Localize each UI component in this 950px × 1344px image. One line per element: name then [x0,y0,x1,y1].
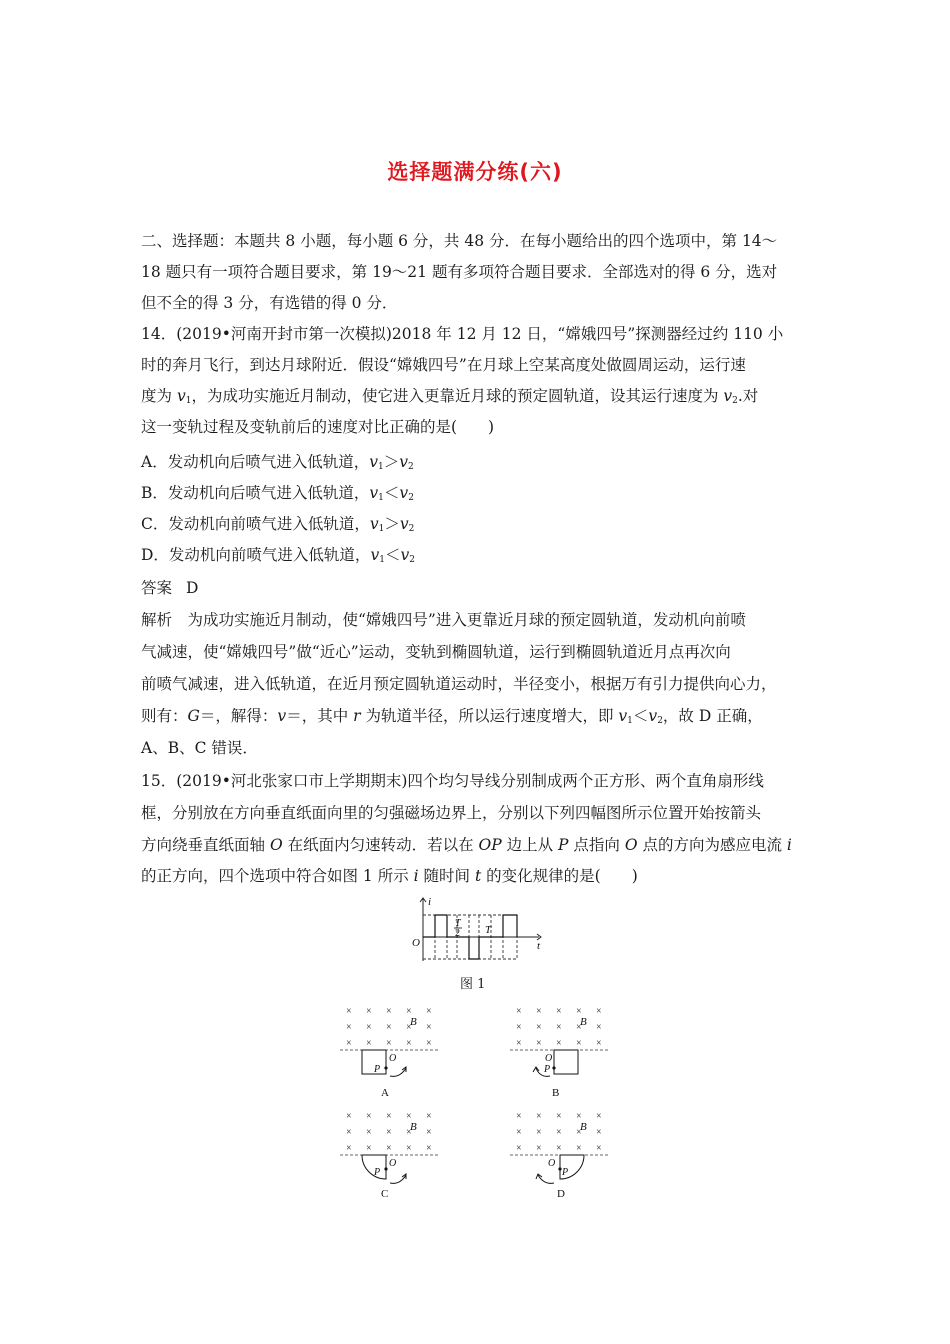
svg-text:×: × [516,1006,522,1017]
svg-text:×: × [596,1143,602,1154]
svg-text:×: × [386,1022,392,1033]
origin-label: O [412,937,420,949]
axis-label-i: i [428,896,432,908]
svg-text:×: × [426,1143,432,1154]
svg-text:×: × [386,1143,392,1154]
svg-text:×: × [536,1038,542,1049]
tick-T-half-num: T [455,918,461,929]
q14-stem-2: 时的奔月飞行，到达月球附近．假设“嫦娥四号”在月球上空某高度处做圆周运动，运行速 [141,356,746,374]
panel-b-label-o: O [545,1053,553,1064]
svg-text:×: × [346,1022,352,1033]
panel-c-label-p: P [374,1167,381,1178]
svg-text:×: × [516,1038,522,1049]
tick-T-half-den: 2 [455,928,460,939]
svg-text:×: × [596,1038,602,1049]
svg-text:×: × [536,1022,542,1033]
svg-text:×: × [346,1111,352,1122]
panel-b-label-p: P [544,1064,551,1075]
q14-analysis-4: 则有：G＝，解得：v＝，其中 r 为轨道半径，所以运行速度增大，即 $v_1<v_2$，故 D 正确， [141,707,763,726]
svg-text:×: × [536,1006,542,1017]
panel-d-label-p: P [562,1167,569,1178]
svg-text:×: × [406,1022,412,1033]
q15-stem-1: 15．(2019•河北张家口市上学期期末)四个均匀导线分别制成两个正方形、两个直角扇形线 [141,772,764,790]
figure-1-caption: 图 1 [460,977,486,992]
q14-option-a[interactable]: A．发动机向后喷气进入低轨道，$v_1>v_2$ [141,453,414,472]
panel-b-field-label: B [580,1016,587,1028]
svg-text:×: × [346,1006,352,1017]
svg-text:×: × [406,1006,412,1017]
panel-a-label-o: O [389,1053,397,1064]
svg-text:×: × [386,1127,392,1138]
svg-text:×: × [556,1111,562,1122]
panel-d[interactable] [508,1105,613,1205]
svg-text:×: × [576,1111,582,1122]
svg-text:×: × [596,1022,602,1033]
panel-b-caption: B [552,1087,560,1099]
svg-text:×: × [386,1006,392,1017]
svg-text:×: × [366,1143,372,1154]
svg-text:×: × [386,1111,392,1122]
q15-stem-4: 的正方向，四个选项中符合如图 1 所示 i 随时间 t 的变化规律的是( ) [141,867,638,885]
svg-text:×: × [556,1006,562,1017]
svg-text:×: × [536,1127,542,1138]
svg-text:×: × [406,1038,412,1049]
panel-b[interactable] [508,1000,613,1100]
svg-text:×: × [576,1127,582,1138]
svg-text:×: × [596,1006,602,1017]
svg-text:×: × [536,1143,542,1154]
svg-text:×: × [556,1038,562,1049]
intro-line-1: 二、选择题：本题共 8 小题，每小题 6 分，共 48 分．在每小题给出的四个选项中，第 14～ [141,232,778,250]
intro-line-3: 但不全的得 3 分，有选错的得 0 分． [141,294,398,312]
panel-a[interactable] [338,1000,443,1100]
svg-text:×: × [366,1022,372,1033]
q14-option-b[interactable]: B．发动机向后喷气进入低轨道，$v_1<v_2$ [141,484,414,503]
svg-text:×: × [366,1006,372,1017]
svg-text:×: × [576,1022,582,1033]
svg-text:×: × [406,1111,412,1122]
panel-d-caption: D [557,1188,565,1200]
svg-text:×: × [576,1006,582,1017]
svg-text:×: × [346,1143,352,1154]
svg-text:×: × [426,1022,432,1033]
q15-stem-3: 方向绕垂直纸面轴 O 在纸面内匀速转动．若以在 OP 边上从 P 点指向 O 点的方向为感应电流 i [141,836,792,854]
panel-a-label-p: P [374,1064,381,1075]
q14-analysis-1: 解析 为成功实施近月制动，使“嫦娥四号”进入更靠近月球的预定圆轨道，发动机向前喷 [141,611,746,629]
svg-text:×: × [426,1038,432,1049]
svg-text:×: × [596,1127,602,1138]
page-title: 选择题满分练(六) [387,160,563,184]
svg-text:×: × [346,1127,352,1138]
q15-stem-2: 框，分别放在方向垂直纸面向里的匀强磁场边界上，分别以下列四幅图所示位置开始按箭头 [141,804,762,822]
svg-text:×: × [576,1143,582,1154]
q14-analysis-2: 气减速，使“嫦娥四号”做“近心”运动，变轨到椭圆轨道，运行到椭圆轨道近月点再次向 [141,643,731,661]
svg-text:×: × [516,1127,522,1138]
svg-text:×: × [556,1127,562,1138]
figure-1-graph [405,895,545,965]
panel-a-caption: A [381,1087,389,1099]
q14-option-d[interactable]: D．发动机向前喷气进入低轨道，$v_1<v_2$ [141,546,415,565]
svg-text:×: × [576,1038,582,1049]
svg-text:×: × [406,1143,412,1154]
q14-analysis-5: A、B、C 错误． [141,739,258,757]
svg-text:×: × [366,1111,372,1122]
svg-text:×: × [536,1111,542,1122]
panel-a-field-label: B [410,1016,417,1028]
svg-text:×: × [516,1143,522,1154]
q14-option-c[interactable]: C．发动机向前喷气进入低轨道，$v_1>v_2$ [141,515,415,534]
svg-text:×: × [346,1038,352,1049]
svg-text:×: × [426,1111,432,1122]
axis-label-t: t [537,940,541,952]
svg-text:×: × [556,1022,562,1033]
svg-text:×: × [516,1111,522,1122]
q14-analysis-3: 前喷气减速，进入低轨道，在近月预定圆轨道运动时，半径变小，根据万有引力提供向心力， [141,675,777,693]
panel-d-label-o: O [548,1158,556,1169]
svg-text:×: × [516,1022,522,1033]
panel-c-field-label: B [410,1121,417,1133]
q14-stem-4: 这一变轨过程及变轨前后的速度对比正确的是( ) [141,418,495,436]
svg-text:×: × [426,1127,432,1138]
svg-text:×: × [426,1006,432,1017]
q14-stem-1: 14．(2019•河南开封市第一次模拟)2018 年 12 月 12 日，“嫦娥四号”探测器经过约 110 小 [141,325,784,343]
q14-stem-3: 度为 $v_1$，为成功实施近月制动，使它进入更靠近月球的预定圆轨道，设其运行速度为 $v_2$.对 [141,387,759,406]
svg-text:×: × [386,1038,392,1049]
panel-c-caption: C [381,1188,389,1200]
q14-answer: 答案 D [141,579,199,597]
tick-T: T [485,924,492,936]
svg-text:×: × [406,1127,412,1138]
svg-text:×: × [366,1127,372,1138]
panel-d-field-label: B [580,1121,587,1133]
panel-c-label-o: O [389,1158,397,1169]
svg-text:×: × [596,1111,602,1122]
intro-line-2: 18 题只有一项符合题目要求，第 19～21 题有多项符合题目要求．全部选对的得 6 分，选对 [141,263,778,281]
panel-c[interactable] [338,1105,443,1205]
svg-text:×: × [366,1038,372,1049]
svg-text:×: × [556,1143,562,1154]
